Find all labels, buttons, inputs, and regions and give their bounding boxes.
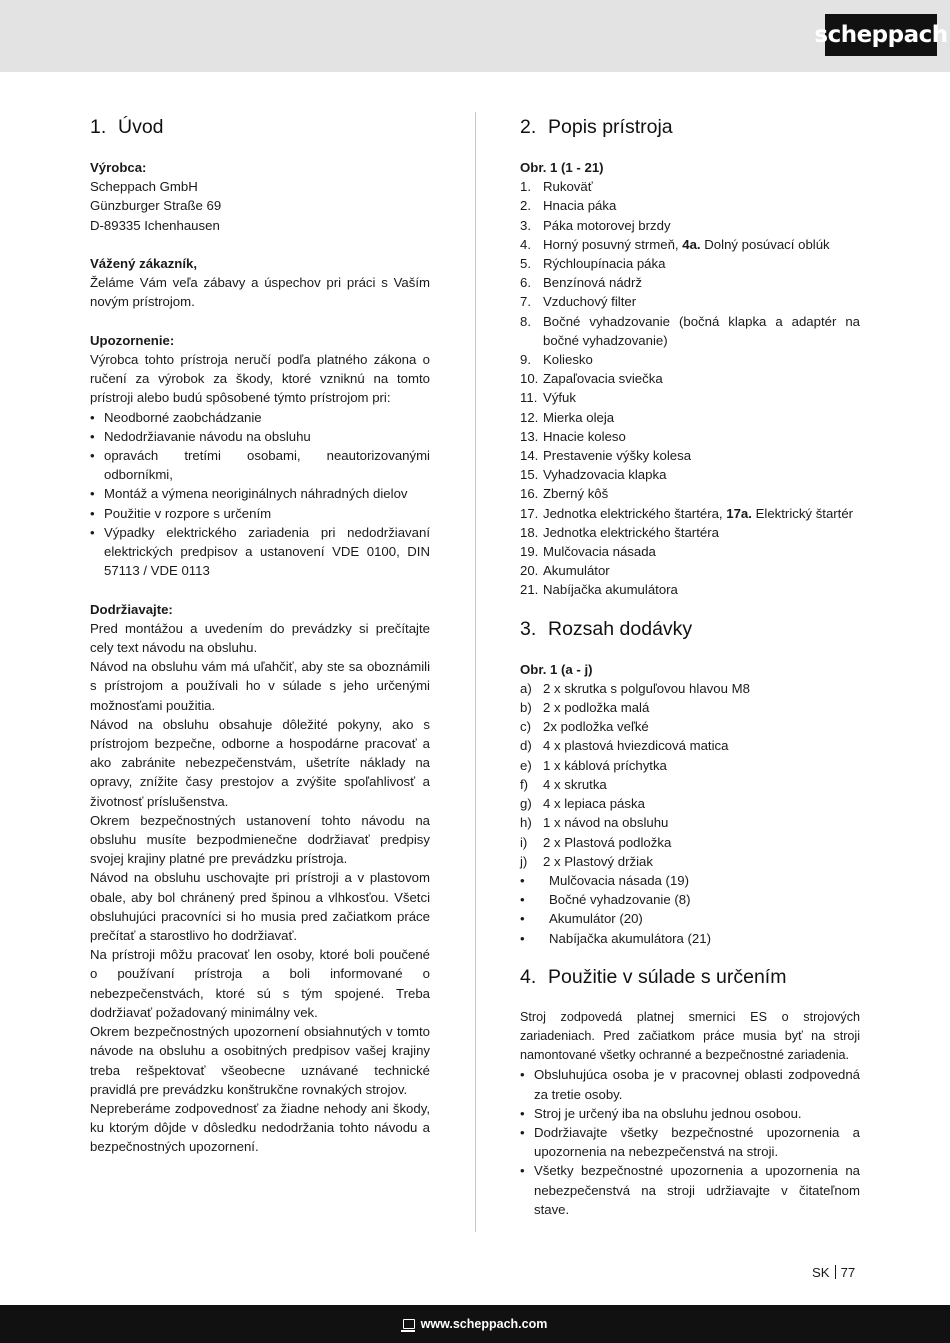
list-item-number: 9. (520, 352, 531, 368)
column-divider (475, 112, 476, 1232)
list-item: • Výpadky elektrického zariadenia pri nedodržiavaní elektrických predpisov a ustanovení VDE 0100, DIN 57113 / VDE 0113 (90, 523, 430, 581)
list-item-number: 3. (520, 217, 531, 233)
page-number: SK 77 (812, 1265, 856, 1280)
header-band (0, 0, 950, 72)
list-item: • Všetky bezpečnostné upozornenia a upozornenia na nebezpečenstvá na stroji udržiavajte v čitateľnom stave. (520, 1161, 860, 1219)
figure-reference: Obr. 1 (1 - 21) (520, 160, 604, 175)
list-item-text: Páka motorovej brzdy (543, 217, 671, 233)
list-item: • opravách tretími osobami, neautorizovanými odborníkmi, (90, 446, 430, 484)
list-item (520, 408, 860, 427)
delivery-list (520, 679, 860, 871)
list-item (520, 504, 860, 523)
list-item: • Mulčovacia násada (19) (520, 871, 860, 890)
intended-use-intro: Stroj zodpovedá platnej smernici ES o strojových zariadeniach. Pred začiatkom práce musia byť na stroji namontované všetky ochranné a bezpečnostné zariadenia. (520, 1009, 860, 1063)
parts-list (520, 177, 860, 599)
notice-label: Upozornenie: (90, 332, 175, 348)
intended-use-list (520, 1065, 860, 1219)
observe-paragraph: Návod na obsluhu obsahuje dôležité pokyny, ako s prístrojom bezpečne, odborne a hospodárne pracovať a ako zabránite nebezpečenstvám, ušetríte náklady na opravy, znížite časy prestojov a zvýšite spoľahlivosť a životnosť príslušenstva. (90, 716, 430, 809)
list-item-number: 17. (520, 505, 539, 521)
list-item-number: 2. (520, 198, 531, 214)
list-item (520, 216, 860, 235)
left-column (90, 112, 430, 1157)
list-item (520, 523, 860, 542)
list-item: • Nedodržiavanie návodu na obsluhu (90, 427, 430, 446)
manufacturer-label: Výrobca: (90, 160, 147, 175)
manufacturer-line: D-89335 Ichenhausen (90, 217, 220, 233)
list-item (520, 427, 860, 446)
list-item: • Obsluhujúca osoba je v pracovnej oblasti zodpovedná za tretie osoby. (520, 1065, 860, 1103)
list-item-number: 18. (520, 524, 539, 540)
list-item-number: 19. (520, 544, 539, 560)
website-url: www.scheppach.com (420, 1317, 548, 1331)
list-item: • Akumulátor (20) (520, 909, 860, 928)
list-item-text: Elektrický štartér (755, 505, 854, 521)
list-item (520, 794, 860, 813)
list-item-text: 1 x návod na obsluhu (543, 815, 669, 831)
footer-band (0, 1305, 950, 1343)
dear-customer-text: Želáme Vám veľa zábavy a úspechov pri práci s Vaším novým prístrojom. (90, 275, 430, 310)
list-item-text: 4 x lepiaca páska (543, 796, 645, 812)
list-item (520, 369, 860, 388)
list-item-number: d) (520, 738, 532, 754)
list-item-number: 8. (520, 313, 531, 329)
list-item-text: Rýchloupínacia páka (543, 256, 666, 272)
list-item (520, 852, 860, 871)
list-item-number: 15. (520, 467, 539, 483)
list-item-subref: 4a. (682, 236, 701, 252)
section-heading-intro: 1. Úvod (90, 116, 164, 138)
list-item-text: 1 x káblová príchytka (543, 757, 667, 773)
observe-paragraph: Na prístroji môžu pracovať len osoby, ktoré boli poučené o používaní prístroja a boli informované o nebezpečenstvách, ktoré sú s tým spojené. Treba dodržiavať požadovaný minimálny vek. (90, 947, 430, 1020)
list-item-number: 7. (520, 294, 531, 310)
list-item (520, 736, 860, 755)
list-item-number: 5. (520, 256, 531, 272)
list-item (520, 177, 860, 196)
list-item-text: 4 x skrutka (543, 776, 607, 792)
observe-label: Dodržiavajte: (90, 601, 173, 617)
list-item (520, 833, 860, 852)
list-item-number: 1. (520, 179, 531, 195)
list-item (520, 698, 860, 717)
section-heading-delivery: 3. Rozsah dodávky (520, 617, 693, 640)
list-item-text: 4 x plastová hviezdicová matica (543, 738, 729, 754)
list-item-text: Horný posuvný strmeň, (543, 236, 679, 252)
list-item (520, 254, 860, 273)
laptop-icon (403, 1319, 415, 1329)
list-item-number: 11. (520, 390, 538, 406)
list-item (520, 312, 860, 350)
list-item (520, 292, 860, 311)
list-item-number: c) (520, 719, 531, 735)
list-item (520, 484, 860, 503)
list-item-number: f) (520, 776, 529, 792)
list-item-text: Prestavenie výšky kolesa (543, 448, 692, 464)
list-item (520, 446, 860, 465)
list-item-subref: 17a. (726, 505, 752, 521)
brand-logo: scheppach (825, 14, 937, 56)
list-item-text: Benzínová nádrž (543, 275, 642, 291)
list-item (520, 465, 860, 484)
list-item-text: Jednotka elektrického štartéra (543, 524, 719, 540)
list-item-text: Jednotka elektrického štartéra, (543, 505, 723, 521)
observe-paragraph: Nepreberáme zodpovednosť za žiadne nehody ani škody, ku ktorým dôjde v dôsledku nedodržania tohto návodu a bezpečnostných upozornení. (90, 1100, 430, 1155)
list-item-number: 20. (520, 563, 539, 579)
list-item-text: Mierka oleja (543, 409, 615, 425)
list-item-text: 2 x skrutka s polguľovou hlavou M8 (543, 680, 750, 696)
right-column (520, 112, 860, 1219)
list-item (520, 756, 860, 775)
list-item: • Dodržiavajte všetky bezpečnostné upozornenia a upozornenia na nebezpečenstvá na stroji. (520, 1123, 860, 1161)
list-item: • Bočné vyhadzovanie (8) (520, 890, 860, 909)
list-item (520, 717, 860, 736)
list-item (520, 196, 860, 215)
observe-paragraph: Návod na obsluhu vám má uľahčiť, aby ste sa oboznámili s prístrojom a používali ho v súlade s jeho určenými možnosťami použitia. (90, 659, 430, 713)
list-item (520, 679, 860, 698)
notice-list (90, 408, 430, 581)
list-item: • Neodborné zaobchádzanie (90, 408, 430, 427)
list-item (520, 388, 860, 407)
list-item-text: Rukoväť (543, 179, 593, 195)
dear-customer-label: Vážený zákazník, (90, 256, 198, 271)
list-item (520, 542, 860, 561)
manufacturer-line: Scheppach GmbH (90, 179, 198, 195)
list-item-text: Koliesko (543, 352, 593, 368)
list-item-text: Mulčovacia násada (543, 544, 656, 560)
list-item: • Použitie v rozpore s určením (90, 504, 430, 523)
section-heading-intended-use: 4. Použitie v súlade s určením (520, 965, 787, 988)
list-item-number: e) (520, 757, 532, 773)
list-item-text: Vyhadzovacia klapka (543, 467, 667, 483)
list-item-number: 10. (520, 371, 539, 387)
list-item: • Nabíjačka akumulátora (21) (520, 929, 860, 948)
list-item-number: 6. (520, 275, 531, 291)
list-item-number: j) (520, 853, 528, 869)
list-item-text: 2 x Plastová podložka (543, 834, 672, 850)
list-item: • Montáž a výmena neoriginálnych náhradných dielov (90, 484, 430, 503)
list-item-number: 16. (520, 486, 539, 502)
notice-text: Výrobca tohto prístroja neručí podľa platného zákona o ručení za výrobok za škody, ktoré vzniknú na tomto prístroji alebo budú spôsobené týmto prístrojom pri: (90, 352, 430, 406)
list-item (520, 580, 860, 599)
list-item (520, 813, 860, 832)
list-item-text: 2 x podložka malá (543, 700, 650, 716)
list-item-text: 2 x Plastový držiak (543, 853, 653, 869)
manufacturer-line: Günzburger Straße 69 (90, 198, 222, 214)
list-item: • Stroj je určený iba na obsluhu jednou osobou. (520, 1104, 860, 1123)
list-item-text: Hnacia páka (543, 198, 617, 214)
list-item-number: b) (520, 700, 532, 716)
list-item-number: 14. (520, 448, 539, 464)
list-item-number: i) (520, 834, 528, 850)
observe-paragraph: Návod na obsluhu uschovajte pri prístroji a v plastovom obale, aby bol chránený pred špinou a vlhkosťou. Všetci obsluhujúci pracovníci si ho musia pred začiatkom práce prečítať a starostlivo ho dodržiavať. (90, 870, 430, 944)
list-item-number: h) (520, 815, 532, 831)
observe-paragraph: Pred montážou a uvedením do prevádzky si prečítajte cely text návodu na obsluhu. (90, 620, 430, 656)
list-item-text: Nabíjačka akumulátora (543, 582, 678, 598)
list-item (520, 561, 860, 580)
list-item-text: Zberný kôš (543, 486, 609, 502)
list-item-number: 21. (520, 582, 539, 598)
list-item-text: Akumulátor (543, 563, 610, 579)
list-item-text: Výfuk (543, 390, 576, 406)
list-item-text: 2x podložka veľké (543, 719, 649, 735)
list-item-number: 12. (520, 409, 539, 425)
list-item-text: Hnacie koleso (543, 428, 626, 444)
figure-reference: Obr. 1 (a - j) (520, 661, 593, 677)
list-item-number: a) (520, 680, 532, 696)
list-item (520, 235, 860, 254)
list-item-text: Dolný posúvací oblúk (704, 236, 830, 252)
list-item-text: Bočné vyhadzovanie (bočná klapka a adaptér na bočné vyhadzovanie) (543, 313, 860, 348)
list-item-text: Vzduchový filter (543, 294, 637, 310)
list-item (520, 350, 860, 369)
list-item-text: Zapaľovacia sviečka (543, 371, 663, 387)
observe-paragraph: Okrem bezpečnostných upozornení obsiahnutých v tomto návode na obsluhu a osobitných predpisov vašej krajiny treba rešpektovať všeobecne uznávané technické pravidlá pre prevádzku konštrukčne rovnakých strojov. (90, 1024, 430, 1097)
list-item-number: 13. (520, 428, 539, 444)
list-item (520, 273, 860, 292)
list-item-number: g) (520, 796, 532, 812)
list-item (520, 775, 860, 794)
section-heading-description: 2. Popis prístroja (520, 116, 673, 138)
list-item-number: 4. (520, 236, 531, 252)
delivery-extras-list (520, 871, 860, 948)
observe-paragraph: Okrem bezpečnostných ustanovení tohto návodu na obsluhu musíte bezpodmienečne dodržiavať predpisy svojej krajiny platné pre prevádzku prístroja. (90, 812, 430, 867)
